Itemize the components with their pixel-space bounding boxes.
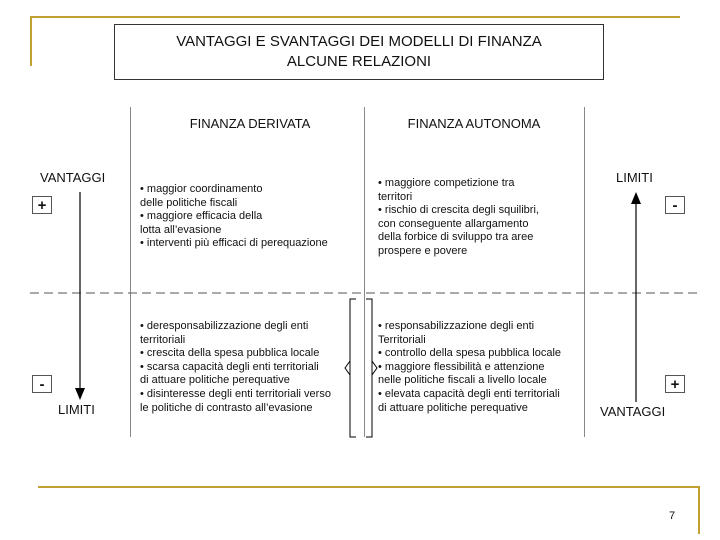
frame-top-line <box>30 16 680 18</box>
page-number: 7 <box>669 510 676 522</box>
column-header-derivata: FINANZA DERIVATA <box>189 116 311 131</box>
grid-line-right <box>584 107 585 437</box>
title-line-1: VANTAGGI E SVANTAGGI DEI MODELLI DI FINANZA <box>176 33 542 50</box>
left-top-label: VANTAGGI <box>40 170 106 185</box>
frame-right-line <box>698 486 700 534</box>
left-bottom-label: LIMITI <box>58 402 95 417</box>
left-plus-box: + <box>32 196 52 214</box>
title-line-2: ALCUNE RELAZIONI <box>286 53 432 70</box>
right-plus-box: + <box>665 375 685 393</box>
grid-line-left <box>130 107 131 437</box>
left-minus-box: - <box>32 375 52 393</box>
up-arrow <box>628 192 644 404</box>
down-arrow <box>72 190 88 402</box>
frame-left-line <box>30 16 32 66</box>
cell-derivata-vantaggi: • maggior coordinamento delle politiche fiscali • maggiore efficacia della lotta all’evasione • interventi più efficaci di perequazione <box>140 183 328 250</box>
cell-autonoma-top: • maggiore competizione tra territori • rischio di crescita degli squilibri, con conseguente allargamento della forbice di sviluppo tra aree prospere e povere <box>378 177 539 257</box>
cell-autonoma-bottom: • responsabilizzazione degli enti Territoriali • controllo della spesa pubblica locale • maggiore flessibilità e attenzione nelle politiche fiscali a livello locale • elevata capacità degli enti territoriali di attuare politiche perequative <box>378 320 562 414</box>
center-brackets <box>340 295 380 441</box>
right-top-label: LIMITI <box>616 170 653 185</box>
cell-derivata-limiti: • deresponsabilizzazione degli enti territoriali • crescita della spesa pubblica locale • scarsa capacità degli enti territoriali di attuare politiche perequative • disinteresse degli enti territoriali verso le politiche di contrasto all’evasione <box>140 320 331 414</box>
frame-bottom-line <box>38 486 700 488</box>
column-header-autonoma: FINANZA AUTONOMA <box>407 116 541 131</box>
title-box <box>114 24 604 80</box>
right-minus-box: - <box>665 196 685 214</box>
right-bottom-label: VANTAGGI <box>600 404 666 419</box>
